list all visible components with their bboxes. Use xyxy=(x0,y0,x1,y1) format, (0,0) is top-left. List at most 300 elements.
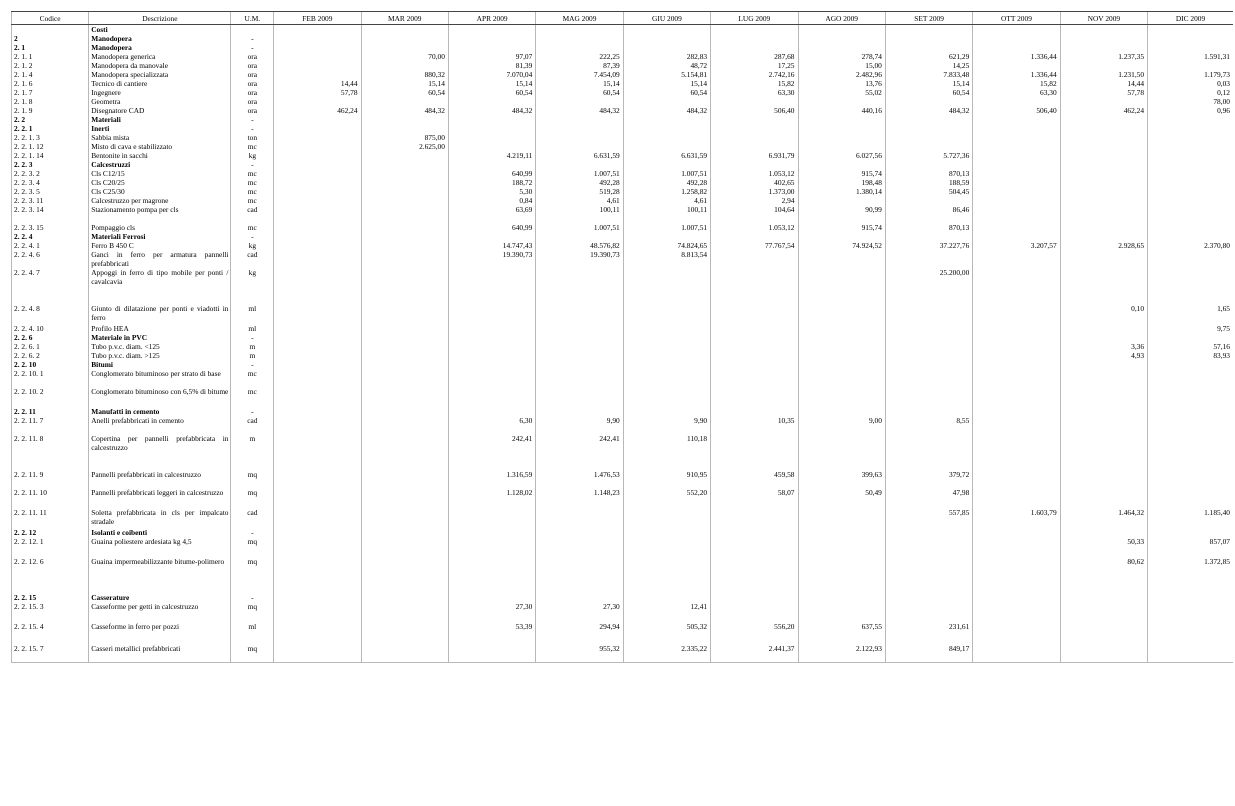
unit-cell: mc xyxy=(231,387,274,407)
value-cell xyxy=(1060,205,1147,223)
unit-cell: ora xyxy=(231,106,274,115)
value-cell: 58,07 xyxy=(711,488,798,508)
value-cell xyxy=(361,324,448,333)
unit-cell: mq xyxy=(231,644,274,663)
value-cell xyxy=(361,369,448,387)
table-row xyxy=(12,508,1234,528)
description-cell: Appoggi in ferro di tipo mobile per ponti / cavalcavia xyxy=(89,268,231,304)
value-cell: 5.154,81 xyxy=(623,70,710,79)
value-cell xyxy=(1148,644,1233,663)
description-cell: Tecnico di cantiere xyxy=(89,79,231,88)
value-cell xyxy=(711,387,798,407)
value-cell xyxy=(973,387,1060,407)
value-cell xyxy=(623,387,710,407)
description-cell: Cls C12/15 xyxy=(89,169,231,178)
value-cell: 9,00 xyxy=(798,416,885,434)
value-cell: 77.767,54 xyxy=(711,241,798,250)
value-cell xyxy=(623,342,710,351)
value-cell xyxy=(448,369,535,387)
value-cell xyxy=(274,97,361,106)
description-cell: Conglomerato bituminoso con 6,5% di bitume xyxy=(89,387,231,407)
value-cell xyxy=(885,407,972,416)
value-cell xyxy=(536,324,623,333)
value-cell: 104,64 xyxy=(711,205,798,223)
value-cell xyxy=(274,644,361,663)
value-cell: 86,46 xyxy=(885,205,972,223)
value-cell: 2.441,37 xyxy=(711,644,798,663)
unit-cell: ora xyxy=(231,70,274,79)
value-cell xyxy=(885,34,972,43)
value-cell xyxy=(274,557,361,593)
table-row xyxy=(12,178,1234,187)
value-cell xyxy=(1060,115,1147,124)
value-cell xyxy=(1060,622,1147,644)
value-cell: 188,72 xyxy=(448,178,535,187)
value-cell: 4,61 xyxy=(536,196,623,205)
code-cell: 2. 2 xyxy=(12,115,89,124)
value-cell xyxy=(361,537,448,557)
value-cell xyxy=(361,250,448,268)
column-header: DIC 2009 xyxy=(1148,12,1233,25)
value-cell: 0,96 xyxy=(1148,106,1233,115)
value-cell: 1.007,51 xyxy=(623,223,710,232)
column-header: SET 2009 xyxy=(885,12,972,25)
value-cell: 910,95 xyxy=(623,470,710,488)
value-cell xyxy=(973,622,1060,644)
description-cell: Guaina impermeabilizzante bitume-polimero xyxy=(89,557,231,593)
value-cell xyxy=(536,407,623,416)
value-cell xyxy=(361,169,448,178)
value-cell xyxy=(1060,360,1147,369)
value-cell xyxy=(361,25,448,35)
value-cell xyxy=(711,369,798,387)
value-cell xyxy=(361,644,448,663)
unit-cell: cad xyxy=(231,416,274,434)
value-cell xyxy=(798,268,885,304)
value-cell xyxy=(973,593,1060,602)
value-cell xyxy=(1148,333,1233,342)
value-cell: 97,07 xyxy=(448,52,535,61)
value-cell: 15,14 xyxy=(361,79,448,88)
value-cell: 74.924,52 xyxy=(798,241,885,250)
value-cell xyxy=(536,593,623,602)
value-cell xyxy=(711,97,798,106)
value-cell xyxy=(448,342,535,351)
value-cell: 231,61 xyxy=(885,622,972,644)
unit-cell xyxy=(231,25,274,35)
value-cell: 60,54 xyxy=(623,88,710,97)
value-cell xyxy=(361,304,448,324)
value-cell: 287,68 xyxy=(711,52,798,61)
value-cell: 915,74 xyxy=(798,169,885,178)
value-cell: 2.742,16 xyxy=(711,70,798,79)
column-header: APR 2009 xyxy=(448,12,535,25)
value-cell xyxy=(973,61,1060,70)
description-cell: Conglomerato bituminoso per strato di base xyxy=(89,369,231,387)
value-cell: 484,32 xyxy=(361,106,448,115)
value-cell xyxy=(1148,369,1233,387)
value-cell xyxy=(361,488,448,508)
value-cell: 519,28 xyxy=(536,187,623,196)
value-cell: 27,30 xyxy=(448,602,535,622)
description-cell: Ganci in ferro per armatura pannelli prefabbricati xyxy=(89,250,231,268)
value-cell: 9,90 xyxy=(536,416,623,434)
value-cell xyxy=(623,268,710,304)
table-row xyxy=(12,79,1234,88)
value-cell xyxy=(448,34,535,43)
value-cell xyxy=(1148,268,1233,304)
table-row xyxy=(12,106,1234,115)
column-header: NOV 2009 xyxy=(1060,12,1147,25)
value-cell: 880,32 xyxy=(361,70,448,79)
description-cell: Copertina per pannelli prefabbricata in calcestruzzo xyxy=(89,434,231,470)
description-cell: Manodopera xyxy=(89,43,231,52)
value-cell: 462,24 xyxy=(1060,106,1147,115)
value-cell xyxy=(1148,250,1233,268)
code-cell: 2. 2. 11 xyxy=(12,407,89,416)
value-cell xyxy=(973,407,1060,416)
value-cell: 278,74 xyxy=(798,52,885,61)
table-row xyxy=(12,333,1234,342)
value-cell xyxy=(885,342,972,351)
value-cell: 15,14 xyxy=(448,79,535,88)
value-cell: 2.482,96 xyxy=(798,70,885,79)
value-cell xyxy=(274,268,361,304)
code-cell: 2. 2. 3. 14 xyxy=(12,205,89,223)
value-cell: 14.747,43 xyxy=(448,241,535,250)
value-cell xyxy=(448,124,535,133)
value-cell xyxy=(1148,160,1233,169)
value-cell: 282,83 xyxy=(623,52,710,61)
value-cell xyxy=(623,43,710,52)
description-cell: Materiale in PVC xyxy=(89,333,231,342)
unit-cell: - xyxy=(231,232,274,241)
value-cell: 60,54 xyxy=(361,88,448,97)
value-cell xyxy=(1148,169,1233,178)
column-header: MAR 2009 xyxy=(361,12,448,25)
table-row xyxy=(12,268,1234,304)
value-cell xyxy=(274,43,361,52)
value-cell xyxy=(536,115,623,124)
value-cell xyxy=(885,142,972,151)
value-cell xyxy=(1148,488,1233,508)
value-cell xyxy=(711,142,798,151)
value-cell xyxy=(973,34,1060,43)
value-cell xyxy=(1148,205,1233,223)
value-cell: 81,39 xyxy=(448,61,535,70)
description-cell: Materiali Ferrosi xyxy=(89,232,231,241)
value-cell: 492,28 xyxy=(623,178,710,187)
unit-cell: - xyxy=(231,43,274,52)
code-cell: 2. 2. 4. 1 xyxy=(12,241,89,250)
value-cell xyxy=(536,34,623,43)
value-cell: 1.476,53 xyxy=(536,470,623,488)
code-cell: 2. 2. 6 xyxy=(12,333,89,342)
description-cell: Cls C20/25 xyxy=(89,178,231,187)
value-cell: 870,13 xyxy=(885,169,972,178)
value-cell xyxy=(536,304,623,324)
value-cell xyxy=(798,369,885,387)
value-cell xyxy=(711,557,798,593)
value-cell: 25.200,00 xyxy=(885,268,972,304)
unit-cell: mc xyxy=(231,369,274,387)
value-cell: 0,84 xyxy=(448,196,535,205)
value-cell: 1.128,02 xyxy=(448,488,535,508)
table-row xyxy=(12,205,1234,223)
unit-cell: - xyxy=(231,593,274,602)
value-cell: 459,58 xyxy=(711,470,798,488)
value-cell xyxy=(973,142,1060,151)
value-cell xyxy=(1060,602,1147,622)
description-cell: Ferro B 450 C xyxy=(89,241,231,250)
value-cell xyxy=(1060,333,1147,342)
unit-cell: cad xyxy=(231,205,274,223)
code-cell: 2. 2. 6. 2 xyxy=(12,351,89,360)
value-cell xyxy=(973,434,1060,470)
value-cell xyxy=(274,602,361,622)
value-cell xyxy=(711,34,798,43)
value-cell xyxy=(361,268,448,304)
value-cell xyxy=(361,508,448,528)
code-cell: 2. 2. 3. 5 xyxy=(12,187,89,196)
value-cell xyxy=(973,268,1060,304)
value-cell xyxy=(536,333,623,342)
value-cell xyxy=(448,97,535,106)
value-cell xyxy=(361,232,448,241)
value-cell: 60,54 xyxy=(536,88,623,97)
value-cell xyxy=(711,324,798,333)
code-cell: 2. 2. 3. 2 xyxy=(12,169,89,178)
value-cell xyxy=(798,97,885,106)
value-cell xyxy=(711,528,798,537)
unit-cell: - xyxy=(231,115,274,124)
value-cell xyxy=(274,151,361,160)
table-row xyxy=(12,196,1234,205)
description-cell: Cls C25/30 xyxy=(89,187,231,196)
value-cell: 15,82 xyxy=(711,79,798,88)
value-cell xyxy=(973,602,1060,622)
value-cell xyxy=(536,360,623,369)
code-cell: 2. 2. 1. 14 xyxy=(12,151,89,160)
unit-cell: mq xyxy=(231,602,274,622)
value-cell xyxy=(274,115,361,124)
value-cell: 4.219,11 xyxy=(448,151,535,160)
value-cell xyxy=(711,43,798,52)
value-cell xyxy=(623,142,710,151)
value-cell: 83,93 xyxy=(1148,351,1233,360)
value-cell xyxy=(274,369,361,387)
description-cell: Materiali xyxy=(89,115,231,124)
value-cell xyxy=(885,557,972,593)
value-cell: 9,90 xyxy=(623,416,710,434)
value-cell: 242,41 xyxy=(448,434,535,470)
table-row xyxy=(12,369,1234,387)
description-cell: Isolanti e coibenti xyxy=(89,528,231,537)
value-cell xyxy=(798,133,885,142)
value-cell xyxy=(448,387,535,407)
value-cell xyxy=(448,537,535,557)
unit-cell: kg xyxy=(231,241,274,250)
table-row xyxy=(12,187,1234,196)
value-cell xyxy=(711,268,798,304)
value-cell xyxy=(973,196,1060,205)
table-row xyxy=(12,387,1234,407)
value-cell xyxy=(361,407,448,416)
value-cell: 1.231,50 xyxy=(1060,70,1147,79)
unit-cell: mq xyxy=(231,470,274,488)
value-cell: 53,39 xyxy=(448,622,535,644)
value-cell xyxy=(536,387,623,407)
code-cell: 2. 1. 6 xyxy=(12,79,89,88)
value-cell: 222,25 xyxy=(536,52,623,61)
table-row xyxy=(12,115,1234,124)
value-cell: 27,30 xyxy=(536,602,623,622)
value-cell xyxy=(361,196,448,205)
unit-cell: ora xyxy=(231,88,274,97)
value-cell xyxy=(973,97,1060,106)
value-cell xyxy=(536,268,623,304)
value-cell xyxy=(885,434,972,470)
value-cell: 15,00 xyxy=(798,61,885,70)
value-cell: 484,32 xyxy=(623,106,710,115)
value-cell xyxy=(274,537,361,557)
value-cell xyxy=(536,537,623,557)
value-cell xyxy=(274,360,361,369)
value-cell: 47,98 xyxy=(885,488,972,508)
table-row xyxy=(12,97,1234,106)
value-cell xyxy=(1060,488,1147,508)
value-cell xyxy=(711,593,798,602)
unit-cell: cad xyxy=(231,508,274,528)
value-cell xyxy=(448,25,535,35)
value-cell xyxy=(885,528,972,537)
value-cell xyxy=(885,133,972,142)
table-row xyxy=(12,360,1234,369)
value-cell: 60,54 xyxy=(885,88,972,97)
value-cell xyxy=(798,602,885,622)
value-cell xyxy=(274,593,361,602)
value-cell xyxy=(885,593,972,602)
value-cell xyxy=(973,169,1060,178)
value-cell xyxy=(536,369,623,387)
value-cell xyxy=(798,115,885,124)
unit-cell: ora xyxy=(231,79,274,88)
description-cell: Manodopera generica xyxy=(89,52,231,61)
code-cell: 2. 2. 1 xyxy=(12,124,89,133)
value-cell xyxy=(448,557,535,593)
value-cell: 242,41 xyxy=(536,434,623,470)
code-cell: 2. 2. 15 xyxy=(12,593,89,602)
value-cell xyxy=(536,25,623,35)
value-cell xyxy=(798,25,885,35)
description-cell: Inerti xyxy=(89,124,231,133)
value-cell: 14,44 xyxy=(274,79,361,88)
value-cell xyxy=(361,97,448,106)
value-cell xyxy=(623,593,710,602)
value-cell: 80,62 xyxy=(1060,557,1147,593)
value-cell: 1.464,32 xyxy=(1060,508,1147,528)
value-cell: 10,35 xyxy=(711,416,798,434)
value-cell xyxy=(798,160,885,169)
code-cell: 2. 2. 11. 11 xyxy=(12,508,89,528)
value-cell xyxy=(623,508,710,528)
value-cell: 2,94 xyxy=(711,196,798,205)
column-header: U.M. xyxy=(231,12,274,25)
value-cell xyxy=(973,528,1060,537)
value-cell xyxy=(711,232,798,241)
value-cell: 1.053,12 xyxy=(711,223,798,232)
value-cell xyxy=(1148,151,1233,160)
unit-cell: mc xyxy=(231,196,274,205)
value-cell: 55,02 xyxy=(798,88,885,97)
value-cell xyxy=(623,369,710,387)
value-cell: 17,25 xyxy=(711,61,798,70)
value-cell xyxy=(361,416,448,434)
code-cell: 2. 2. 4. 8 xyxy=(12,304,89,324)
value-cell xyxy=(623,232,710,241)
value-cell xyxy=(1148,232,1233,241)
value-cell xyxy=(274,169,361,178)
value-cell xyxy=(885,602,972,622)
value-cell xyxy=(973,160,1060,169)
value-cell xyxy=(536,528,623,537)
value-cell: 90,99 xyxy=(798,205,885,223)
value-cell xyxy=(973,304,1060,324)
description-cell: Manodopera da manovale xyxy=(89,61,231,70)
value-cell xyxy=(798,407,885,416)
unit-cell: cad xyxy=(231,250,274,268)
value-cell xyxy=(885,124,972,133)
value-cell xyxy=(274,324,361,333)
value-cell xyxy=(885,351,972,360)
value-cell: 504,45 xyxy=(885,187,972,196)
unit-cell: mc xyxy=(231,223,274,232)
value-cell xyxy=(274,250,361,268)
description-cell: Calcestruzzi xyxy=(89,160,231,169)
value-cell xyxy=(1060,593,1147,602)
value-cell xyxy=(361,205,448,223)
value-cell xyxy=(536,232,623,241)
code-cell xyxy=(12,25,89,35)
value-cell xyxy=(1060,470,1147,488)
unit-cell: ora xyxy=(231,52,274,61)
value-cell xyxy=(885,25,972,35)
value-cell xyxy=(973,124,1060,133)
value-cell xyxy=(448,593,535,602)
value-cell: 63,30 xyxy=(973,88,1060,97)
value-cell xyxy=(1148,196,1233,205)
value-cell: 50,33 xyxy=(1060,537,1147,557)
value-cell: 2.625,00 xyxy=(361,142,448,151)
value-cell xyxy=(536,557,623,593)
value-cell xyxy=(973,333,1060,342)
value-cell xyxy=(885,43,972,52)
value-cell xyxy=(274,124,361,133)
table-row xyxy=(12,644,1234,663)
value-cell: 188,59 xyxy=(885,178,972,187)
value-cell xyxy=(798,333,885,342)
value-cell: 13,76 xyxy=(798,79,885,88)
value-cell xyxy=(1060,387,1147,407)
value-cell xyxy=(274,304,361,324)
table-row xyxy=(12,304,1234,324)
value-cell xyxy=(885,232,972,241)
value-cell xyxy=(361,151,448,160)
code-cell: 2. 2. 15. 4 xyxy=(12,622,89,644)
value-cell xyxy=(1060,25,1147,35)
value-cell xyxy=(973,133,1060,142)
code-cell: 2. 2. 12 xyxy=(12,528,89,537)
